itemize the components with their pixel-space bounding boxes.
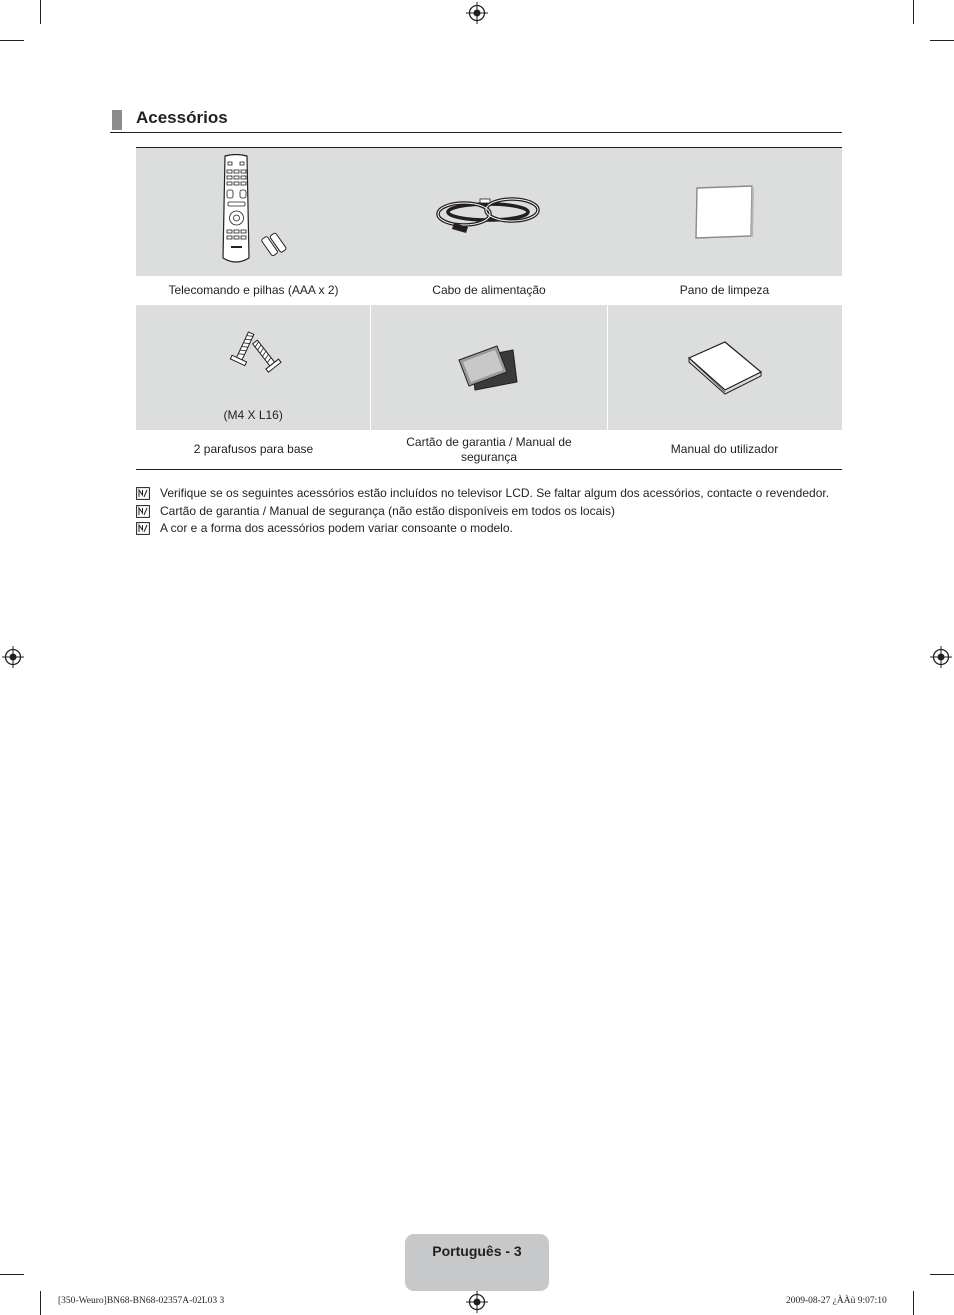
note-text: Cartão de garantia / Manual de segurança (não estão disponíveis em todos os locais)	[160, 503, 615, 518]
accessory-label: Cabo de alimentação	[432, 283, 546, 297]
section-heading	[110, 108, 842, 133]
image-row	[136, 305, 842, 430]
page-number: Português - 3	[432, 1243, 522, 1259]
accessory-label: Telecomando e pilhas (AAA x 2)	[168, 283, 339, 297]
notes-list	[136, 486, 856, 539]
note-text: A cor e a forma dos acessórios podem variar consoante o modelo.	[160, 521, 513, 535]
accessory-image-cell	[136, 148, 371, 276]
page-number-tab	[405, 1234, 549, 1291]
image-row	[136, 148, 842, 276]
label-row	[136, 276, 842, 305]
accessories-table	[136, 147, 842, 470]
screw-size-label: (M4 X L16)	[223, 408, 283, 422]
crop-mark	[913, 1291, 914, 1315]
note-icon	[136, 505, 150, 518]
registration-mark-icon	[930, 646, 952, 668]
user-manual-icon	[685, 338, 765, 398]
label-row	[136, 430, 842, 469]
accessory-label: Pano de limpeza	[679, 283, 770, 297]
registration-mark-icon	[2, 646, 24, 668]
section-marker	[112, 110, 122, 130]
crop-mark	[913, 0, 914, 24]
warranty-card-icon	[457, 344, 521, 392]
crop-mark	[0, 1274, 24, 1275]
accessory-image-cell	[370, 305, 606, 430]
accessory-image-cell	[607, 305, 842, 430]
note-icon	[136, 522, 150, 535]
power-cable-icon	[434, 187, 544, 237]
accessory-image-cell	[371, 148, 607, 276]
accessory-label: 2 parafusos para base	[193, 442, 314, 456]
section-title: Acessórios	[136, 108, 228, 127]
accessory-image-cell	[607, 148, 842, 276]
crop-mark	[40, 0, 41, 24]
screws-icon	[223, 330, 283, 380]
crop-mark	[40, 1291, 41, 1315]
note-text: Verifique se os seguintes acessórios estão incluídos no televisor LCD. Se faltar algum dos acessórios, contacte o revendedor.	[160, 486, 830, 500]
accessory-image-cell	[136, 305, 370, 430]
accessory-label: Manual do utilizador	[670, 442, 779, 456]
registration-mark-icon	[466, 1291, 488, 1313]
cleaning-cloth-icon	[694, 184, 756, 240]
note-item	[136, 486, 856, 504]
accessory-label: Cartão de garantia / Manual de segurança	[406, 434, 572, 464]
print-slug-left: [350-Weuro]BN68-BN68-02357A-02L03 3	[58, 1296, 225, 1306]
note-item	[136, 521, 856, 539]
crop-mark	[930, 1274, 954, 1275]
note-icon	[136, 487, 150, 500]
note-item	[136, 504, 856, 522]
remote-control-icon	[219, 154, 289, 270]
crop-mark	[0, 40, 24, 41]
crop-mark	[930, 40, 954, 41]
print-slug-right: 2009-08-27 ¿ÀÀü 9:07:10	[786, 1296, 887, 1306]
registration-mark-icon	[466, 2, 488, 24]
